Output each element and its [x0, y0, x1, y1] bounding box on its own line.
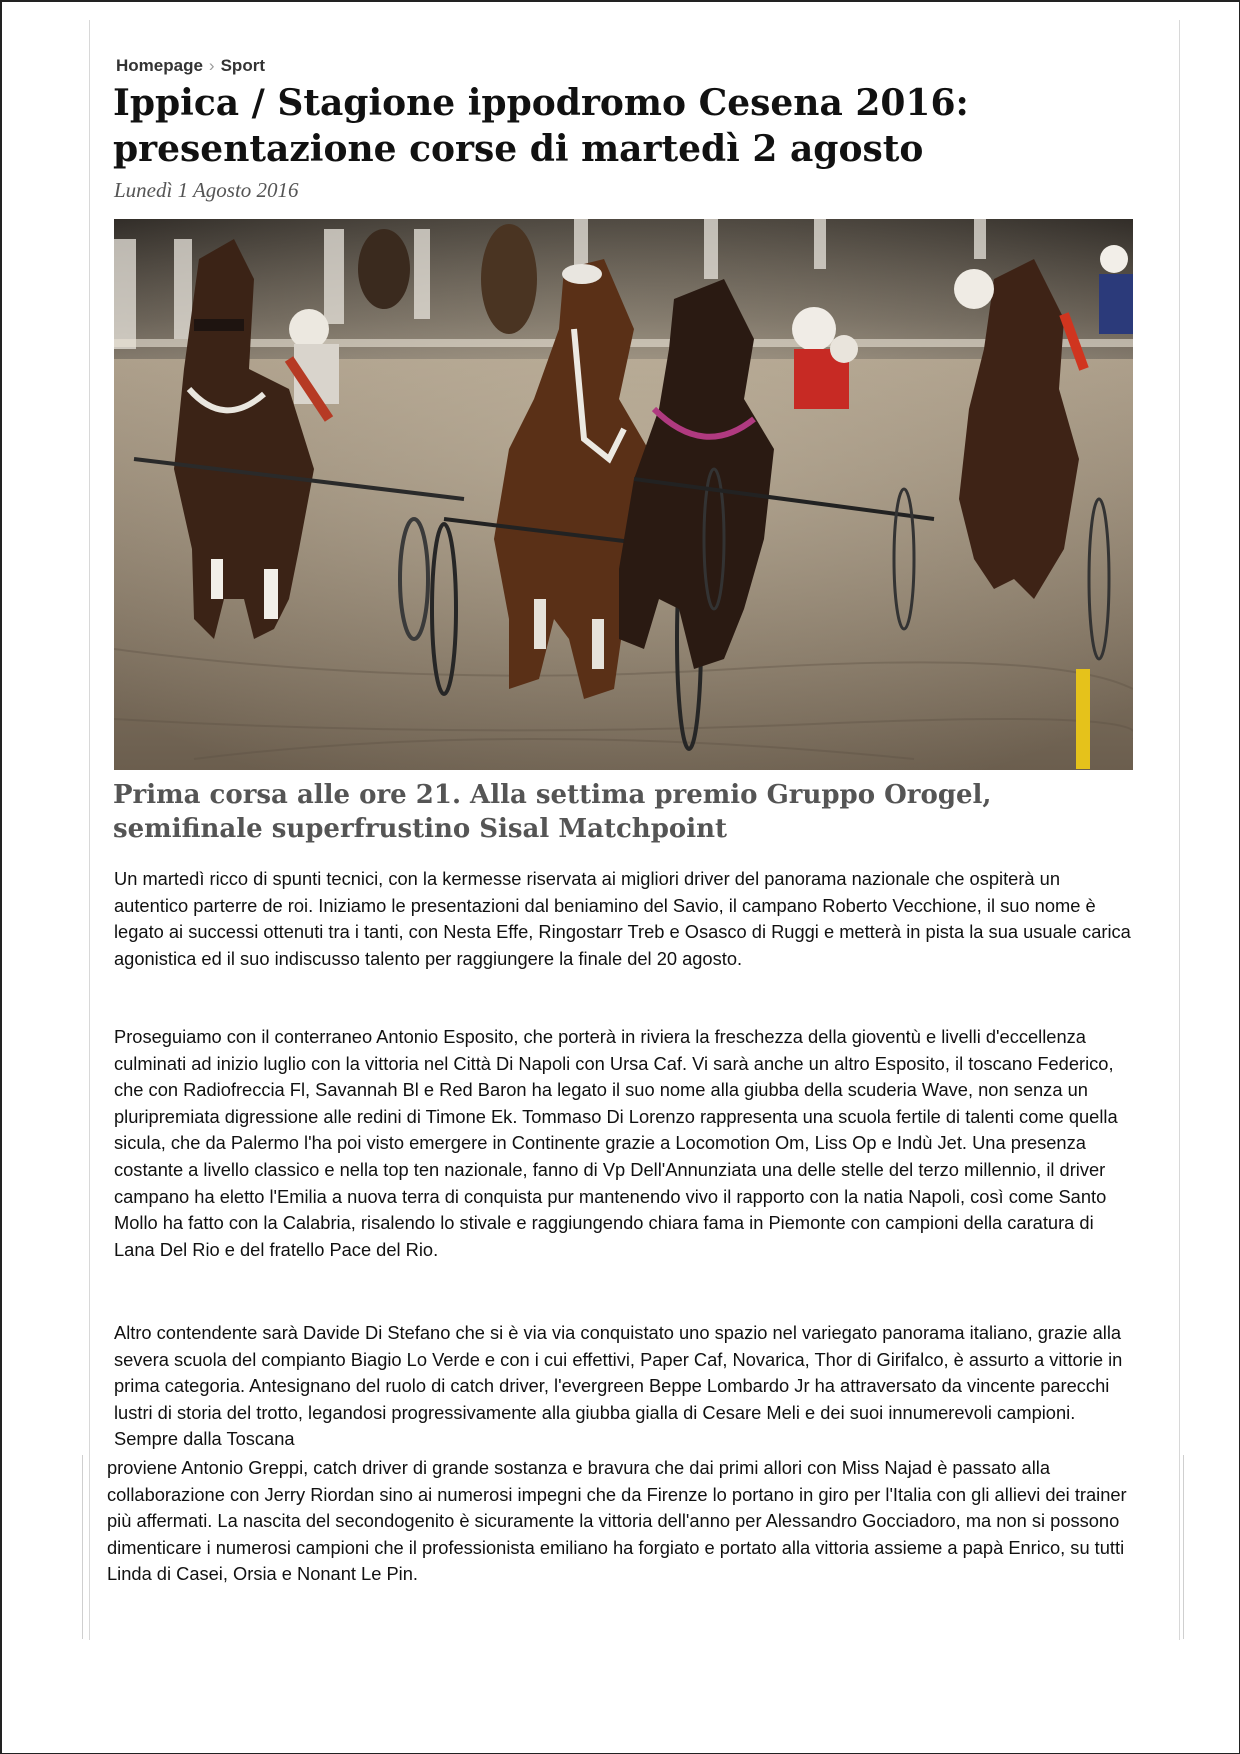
article-subtitle: Prima corsa alle ore 21. Alla settima premio Gruppo Orogel, semifinale superfrustino Sisal Matchpoint	[113, 780, 992, 844]
scan-edge-left	[82, 1455, 83, 1639]
article-date: Lunedì 1 Agosto 2016	[114, 178, 299, 202]
article-paragraph: proviene Antonio Greppi, catch driver di grande sostanza e bravura che dai primi allori con Miss Najad è passato alla collaborazione con Jerry Riordan sino ai numerosi impegni che da Firenze lo portano in giro per l'Italia con gli allievi dei trainer più affermati. La nascita del secondogenito è sicuramente la vittoria dell'anno per Alessandro Gocciadoro, ma non si possono dimenticare i numerosi campioni che il professionista emiliano ha forgiato e portato alla vittoria assieme a papà Enrico, su tutti Linda di Casei, Orsia e Nonant Le Pin.	[107, 1457, 1127, 1585]
article-title: Ippica / Stagione ippodromo Cesena 2016: presentazione corse di martedì 2 agosto	[113, 82, 969, 170]
article-paragraph: Proseguiamo con il conterraneo Antonio Esposito, che porterà in riviera la freschezza della gioventù e livelli d'eccellenza culminati ad inizio luglio con la vittoria nel Città Di Napoli con Ursa Caf. Vi sarà anche un altro Esposito, il toscano Federico, che con Radiofreccia Fl, Savannah Bl e Red Baron ha legato il suo nome alla giubba della scuderia Wave, non senza un pluripremiata digressione alle redini di Timone Ek. Tommaso Di Lorenzo rappresenta una scuola fertile di talenti come quella sicula, che da Palermo l'ha poi visto emergere in Continente grazie a Locomotion Om, Liss Op e Indù Jet. Una presenza costante a livello classico e nella top ten nazionale, fanno di Vp Dell'Annunziata una delle stelle del terzo millennio, il driver campano ha eletto l'Emilia a nuova terra di conquista pur mantenendo vivo il rapporto con la natia Napoli, così come Santo Mollo ha fatto con la Calabria, risalendo lo stivale e raggiungendo chiara fama in Piemonte con campioni della caratura di Lana Del Rio e del fratello Pace del Rio.	[114, 1026, 1118, 1260]
column-divider-left	[89, 20, 90, 1640]
breadcrumb-sport-link[interactable]: Sport	[220, 56, 265, 75]
article-paragraph: Altro contendente sarà Davide Di Stefano che si è via via conquistato uno spazio nel variegato panorama italiano, grazie alla severa scuola del compianto Biagio Lo Verde e con i cui effettivi, Paper Caf, Novarica, Thor di Girifalco, è assurto a vittorie in prima categoria. Antesignano del ruolo di catch driver, l'evergreen Beppe Lombardo Jr ha attraversato da vincente parecchi lustri di storia del trotto, legandosi progressivamente alla giubba gialla di Cesare Meli e dei suoi innumerevoli campioni. Sempre dalla Toscana	[114, 1322, 1123, 1450]
column-divider-right	[1179, 20, 1180, 1640]
chevron-right-icon: ›	[208, 56, 215, 75]
article-paragraph: Un martedì ricco di spunti tecnici, con la kermesse riservata ai migliori driver del panorama nazionale che ospiterà un autentico parterre de roi. Iniziamo le presentazioni dal beniamino del Savio, il campano Roberto Vecchione, il suo nome è legato ai successi ottenuti tra i tanti, con Nesta Effe, Ringostarr Treb e Osasco di Ruggi e metterà in pista la sua usuale carica agonistica ed il suo indiscusso talento per raggiungere la finale del 20 agosto.	[114, 868, 1131, 969]
breadcrumb	[116, 56, 265, 76]
breadcrumb-home-link[interactable]: Homepage	[116, 56, 203, 75]
harness-racing-photo	[114, 219, 1133, 770]
scan-edge-right	[1183, 1455, 1184, 1639]
